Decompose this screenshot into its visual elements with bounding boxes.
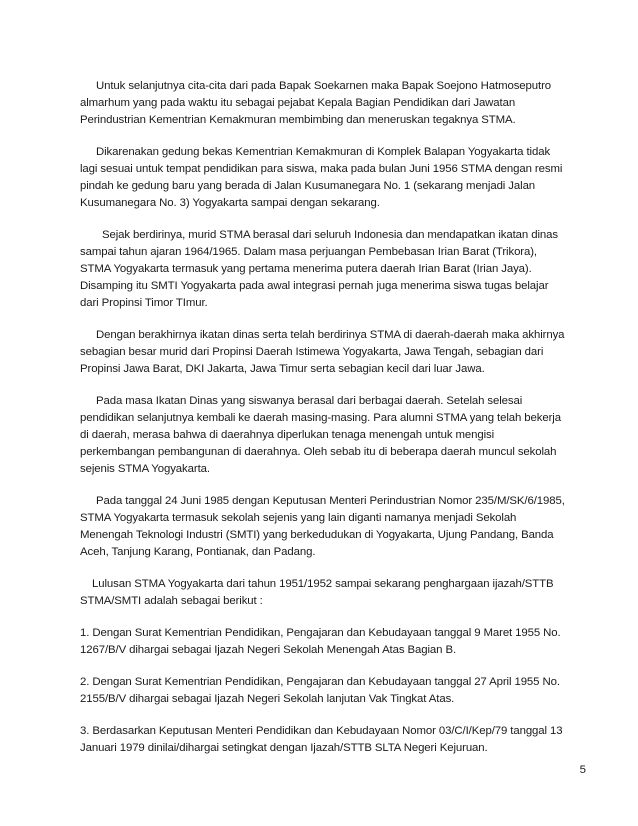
paragraph-1: Untuk selanjutnya cita-cita dari pada Bapak Soekarnen maka Bapak Soejono Hatmoseputro almarhum yang pada waktu itu sebagai pejabat Kepala Bagian Pendidikan dari Jawatan Perindustrian Kementrian Kemakmuran membimbing dan meneruskan tegaknya STMA. (80, 80, 551, 126)
paragraph-7: Lulusan STMA Yogyakarta dari tahun 1951/1952 sampai sekarang penghargaan ijazah/STTB STMA/SMTI adalah sebagai berikut : (80, 578, 554, 607)
page-number: 5 (579, 764, 586, 776)
list-item-2: 2. Dengan Surat Kementrian Pendidikan, Pengajaran dan Kebudayaan tanggal 27 April 1955 No. 2155/B/V dihargai sebagai Ijazah Negeri Sekolah lanjutan Vak Tingkat Atas. (80, 676, 560, 705)
list-item-1: 1. Dengan Surat Kementrian Pendidikan, Pengajaran dan Kebudayaan tanggal 9 Maret 1955 No. 1267/B/V dihargai sebagai Ijazah Negeri Sekolah Menengah Atas Bagian B. (80, 627, 561, 656)
paragraph-6: Pada tanggal 24 Juni 1985 dengan Keputusan Menteri Perindustrian Nomor 235/M/SK/6/1985, STMA Yogyakarta termasuk sekolah sejenis yang lain diganti namanya menjadi Sekolah Menengah Teknologi Industri (SMTI) yang berkedudukan di Yogyakarta, Ujung Pandang, Banda Aceh, Tanjung Karang, Pontianak, dan Padang. (80, 495, 565, 558)
paragraph-5: Pada masa Ikatan Dinas yang siswanya berasal dari berbagai daerah. Setelah selesai pendidikan selanjutnya kembali ke daerah masing-masing. Para alumni STMA yang telah bekerja di daerah, merasa bahwa di daerahnya diperlukan tenaga menengah untuk mengisi perkembangan pembangunan di daerahnya. Oleh sebab itu di beberapa daerah muncul sekolah sejenis STMA Yogyakarta. (80, 395, 561, 475)
list-item-3: 3. Berdasarkan Keputusan Menteri Pendidikan dan Kebudayaan Nomor 03/C/I/Kep/79 tanggal 13 Januari 1979 dinilai/dihargai setingkat dengan Ijazah/STTB SLTA Negeri Kejuruan. (80, 725, 563, 754)
page-body (80, 78, 570, 772)
paragraph-4: Dengan berakhirnya ikatan dinas serta telah berdirinya STMA di daerah-daerah maka akhirnya sebagian besar murid dari Propinsi Daerah Istimewa Yogyakarta, Jawa Tengah, sebagian dari Propinsi Jawa Barat, DKI Jakarta, Jawa Timur serta sebagian kecil dari luar Jawa. (80, 329, 565, 375)
paragraph-2: Dikarenakan gedung bekas Kementrian Kemakmuran di Komplek Balapan Yogyakarta tidak lagi sesuai untuk tempat pendidikan para siswa, maka pada bulan Juni 1956 STMA dengan resmi pindah ke gedung baru yang berada di Jalan Kusumanegara No. 1 (sekarang menjadi Jalan Kusumanegara No. 3) Yogyakarta sampai dengan sekarang. (80, 146, 563, 209)
paragraph-3: Sejak berdirinya, murid STMA berasal dari seluruh Indonesia dan mendapatkan ikatan dinas sampai tahun ajaran 1964/1965. Dalam masa perjuangan Pembebasan Irian Barat (Trikora), STMA Yogyakarta termasuk yang pertama menerima putera daerah Irian Barat (Irian Jaya). Disamping itu SMTI Yogyakarta pada awal integrasi pernah juga menerima siswa tugas belajar dari Propinsi Timor TImur. (80, 229, 558, 309)
